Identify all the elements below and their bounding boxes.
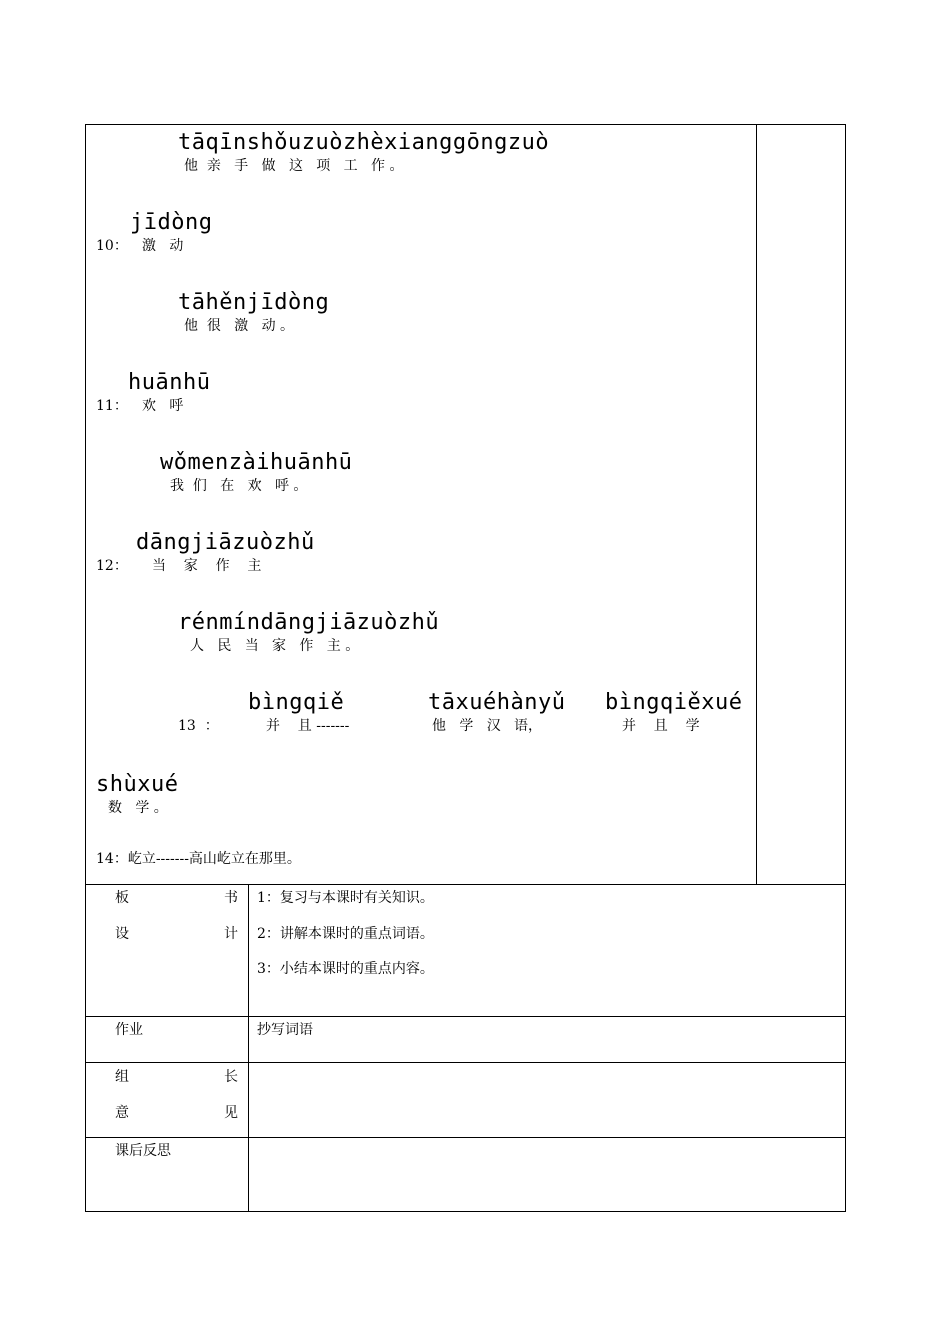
hanzi-word-10: 激 动 xyxy=(142,238,184,254)
hanzi-word-12: 当 家 作 主 xyxy=(152,558,262,574)
lesson-plan-table xyxy=(85,884,846,1212)
pinyin-sentence-13b: bìngqiěxué xyxy=(605,690,743,715)
pinyin-word-12: dāngjiāzuòzhǔ xyxy=(136,530,315,555)
pinyin-word-13: bìngqiě xyxy=(248,690,345,715)
lesson-box-divider xyxy=(756,124,757,885)
board-item-1: 1：复习与本课时有关知识。 xyxy=(257,890,434,906)
hanzi-sentence-13c: 数 学 。 xyxy=(108,800,168,816)
pinyin-sentence-12: rénmíndāngjiāzuòzhǔ xyxy=(178,610,440,635)
board-design-label-2b: 计 xyxy=(224,926,238,942)
leader-opinion-label-1b: 长 xyxy=(224,1069,238,1085)
hanzi-line-9: 他 亲 手 做 这 项 工 作 。 xyxy=(184,158,404,174)
board-design-label-1a: 板 xyxy=(115,890,129,906)
hanzi-sentence-13b: 并 且 学 xyxy=(622,718,700,734)
table-column-divider xyxy=(248,884,249,1212)
leader-opinion-label-2a: 意 xyxy=(115,1105,129,1121)
item-number-12: 12： xyxy=(96,558,128,574)
hanzi-word-11: 欢 呼 xyxy=(142,398,184,414)
pinyin-sentence-13c: shùxué xyxy=(96,772,179,797)
item-14: 14：屹立-------高山屹立在那里。 xyxy=(96,851,301,867)
pinyin-sentence-10: tāhěnjīdòng xyxy=(178,290,330,315)
board-item-3: 3：小结本课时的重点内容。 xyxy=(257,961,434,977)
homework-value: 抄写词语 xyxy=(257,1022,313,1038)
hanzi-sentence-11: 我 们 在 欢 呼 。 xyxy=(170,478,308,494)
lesson-content-box xyxy=(85,124,846,885)
leader-opinion-label-1a: 组 xyxy=(115,1069,129,1085)
pinyin-sentence-11: wǒmenzàihuānhū xyxy=(160,450,353,475)
board-design-label-1b: 书 xyxy=(224,890,238,906)
homework-label: 作业 xyxy=(115,1022,143,1038)
pinyin-word-10: jīdòng xyxy=(130,210,213,235)
pinyin-line-9: tāqīnshǒuzuòzhèxianggōngzuò xyxy=(178,130,550,155)
item-number-13: 13 ： xyxy=(178,718,219,734)
board-item-2: 2：讲解本课时的重点词语。 xyxy=(257,926,434,942)
table-row-divider-2 xyxy=(85,1062,846,1063)
item-number-11: 11： xyxy=(96,398,128,414)
leader-opinion-label-2b: 见 xyxy=(224,1105,238,1121)
table-row-divider-1 xyxy=(85,1016,846,1017)
hanzi-sentence-10: 他 很 激 动 。 xyxy=(184,318,295,334)
board-design-label-2a: 设 xyxy=(115,926,129,942)
hanzi-sentence-13a: 他 学 汉 语， xyxy=(432,718,543,734)
pinyin-sentence-13a: tāxuéhànyǔ xyxy=(428,690,566,715)
reflection-label: 课后反思 xyxy=(115,1143,171,1159)
pinyin-word-11: huānhū xyxy=(128,370,211,395)
hanzi-sentence-12: 人 民 当 家 作 主 。 xyxy=(190,638,360,654)
table-row-divider-3 xyxy=(85,1137,846,1138)
hanzi-word-13: 并 且 ------- xyxy=(266,718,350,734)
item-number-10: 10： xyxy=(96,238,128,254)
